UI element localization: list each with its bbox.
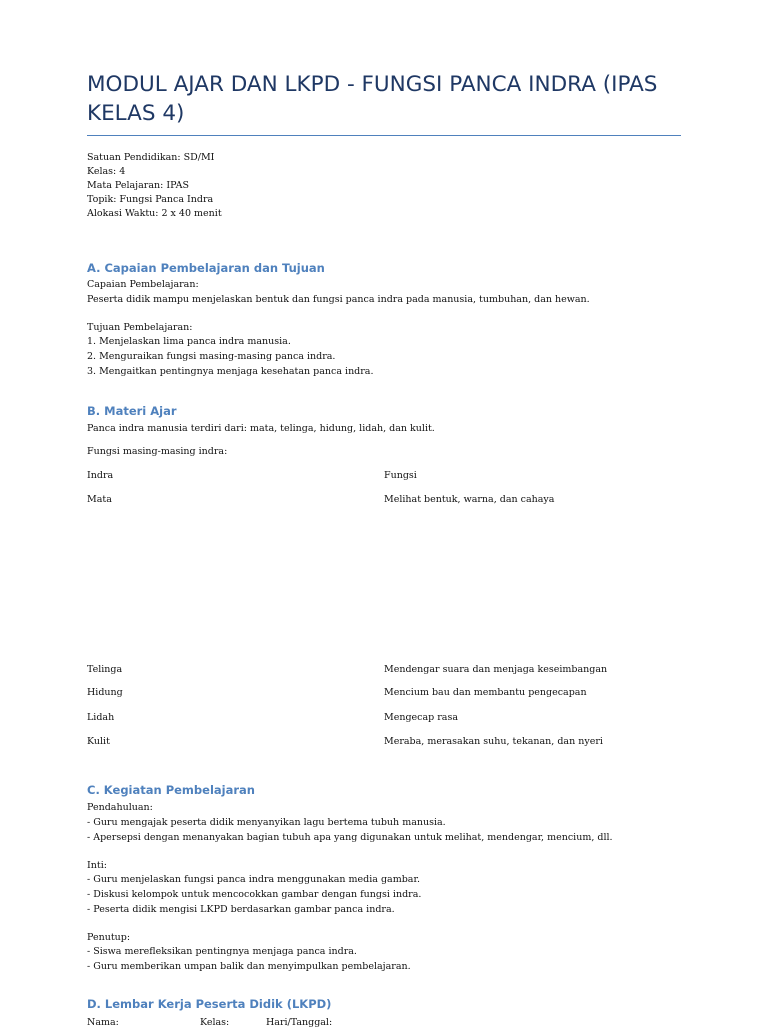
table-header-cell: Indra bbox=[87, 470, 114, 481]
section-c-line: - Guru mengajak peserta didik menyanyikan lagu bertema tubuh manusia. bbox=[87, 817, 446, 828]
section-b-heading: B. Materi Ajar bbox=[87, 404, 177, 418]
section-c-line: Penutup: bbox=[87, 932, 131, 943]
table-cell-fungsi: Meraba, merasakan suhu, tekanan, dan nyeri bbox=[384, 736, 603, 747]
identity-line: Topik: Fungsi Panca Indra bbox=[87, 194, 214, 205]
lkpd-field-nama: Nama: bbox=[87, 1017, 119, 1028]
identity-line: Satuan Pendidikan: SD/MI bbox=[87, 152, 215, 163]
table-cell-indra: Telinga bbox=[87, 664, 123, 675]
document-title: MODUL AJAR DAN LKPD - FUNGSI PANCA INDRA (IPAS KELAS 4) bbox=[87, 72, 658, 126]
section-a-line: 2. Menguraikan fungsi masing-masing panca indra. bbox=[87, 351, 336, 362]
table-cell-fungsi: Mendengar suara dan menjaga keseimbangan bbox=[384, 664, 608, 675]
table-cell-indra: Hidung bbox=[87, 687, 123, 698]
section-a-line: 1. Menjelaskan lima panca indra manusia. bbox=[87, 336, 291, 347]
table-header-cell: Fungsi bbox=[384, 470, 417, 481]
section-a-line: Peserta didik mampu menjelaskan bentuk dan fungsi panca indra pada manusia, tumbuhan, dan hewan. bbox=[87, 294, 590, 305]
section-c-heading: C. Kegiatan Pembelajaran bbox=[87, 783, 255, 797]
section-d-heading: D. Lembar Kerja Peserta Didik (LKPD) bbox=[87, 997, 332, 1011]
lkpd-field-kelas: Kelas: bbox=[200, 1017, 230, 1028]
section-c-line: - Guru menjelaskan fungsi panca indra menggunakan media gambar. bbox=[87, 874, 420, 885]
identity-line: Mata Pelajaran: IPAS bbox=[87, 180, 189, 191]
identity-line: Kelas: 4 bbox=[87, 166, 126, 177]
table-cell-fungsi: Mencium bau dan membantu pengecapan bbox=[384, 687, 587, 698]
table-cell-indra: Mata bbox=[87, 494, 112, 505]
section-c-line: Pendahuluan: bbox=[87, 802, 153, 813]
section-c-line: - Peserta didik mengisi LKPD berdasarkan gambar panca indra. bbox=[87, 904, 395, 915]
section-b-intro: Panca indra manusia terdiri dari: mata, telinga, hidung, lidah, dan kulit. bbox=[87, 423, 435, 434]
identity-line: Alokasi Waktu: 2 x 40 menit bbox=[87, 208, 222, 219]
table-intro: Fungsi masing-masing indra: bbox=[87, 446, 228, 457]
section-a-line: Tujuan Pembelajaran: bbox=[87, 322, 193, 333]
title-divider bbox=[87, 135, 681, 136]
table-cell-indra: Lidah bbox=[87, 712, 115, 723]
lkpd-field-tanggal: Hari/Tanggal: bbox=[266, 1017, 333, 1028]
section-a-heading: A. Capaian Pembelajaran dan Tujuan bbox=[87, 261, 325, 275]
section-c-line: - Siswa merefleksikan pentingnya menjaga panca indra. bbox=[87, 946, 357, 957]
table-cell-indra: Kulit bbox=[87, 736, 110, 747]
section-c-line: - Guru memberikan umpan balik dan menyimpulkan pembelajaran. bbox=[87, 961, 411, 972]
section-a-line: 3. Mengaitkan pentingnya menjaga kesehatan panca indra. bbox=[87, 366, 374, 377]
section-c-line: - Diskusi kelompok untuk mencocokkan gambar dengan fungsi indra. bbox=[87, 889, 422, 900]
table-cell-fungsi: Melihat bentuk, warna, dan cahaya bbox=[384, 494, 555, 505]
section-c-line: Inti: bbox=[87, 860, 107, 871]
section-c-line: - Apersepsi dengan menanyakan bagian tubuh apa yang digunakan untuk melihat, mendengar, mencium, dll. bbox=[87, 832, 613, 843]
table-cell-fungsi: Mengecap rasa bbox=[384, 712, 459, 723]
section-a-line: Capaian Pembelajaran: bbox=[87, 279, 199, 290]
